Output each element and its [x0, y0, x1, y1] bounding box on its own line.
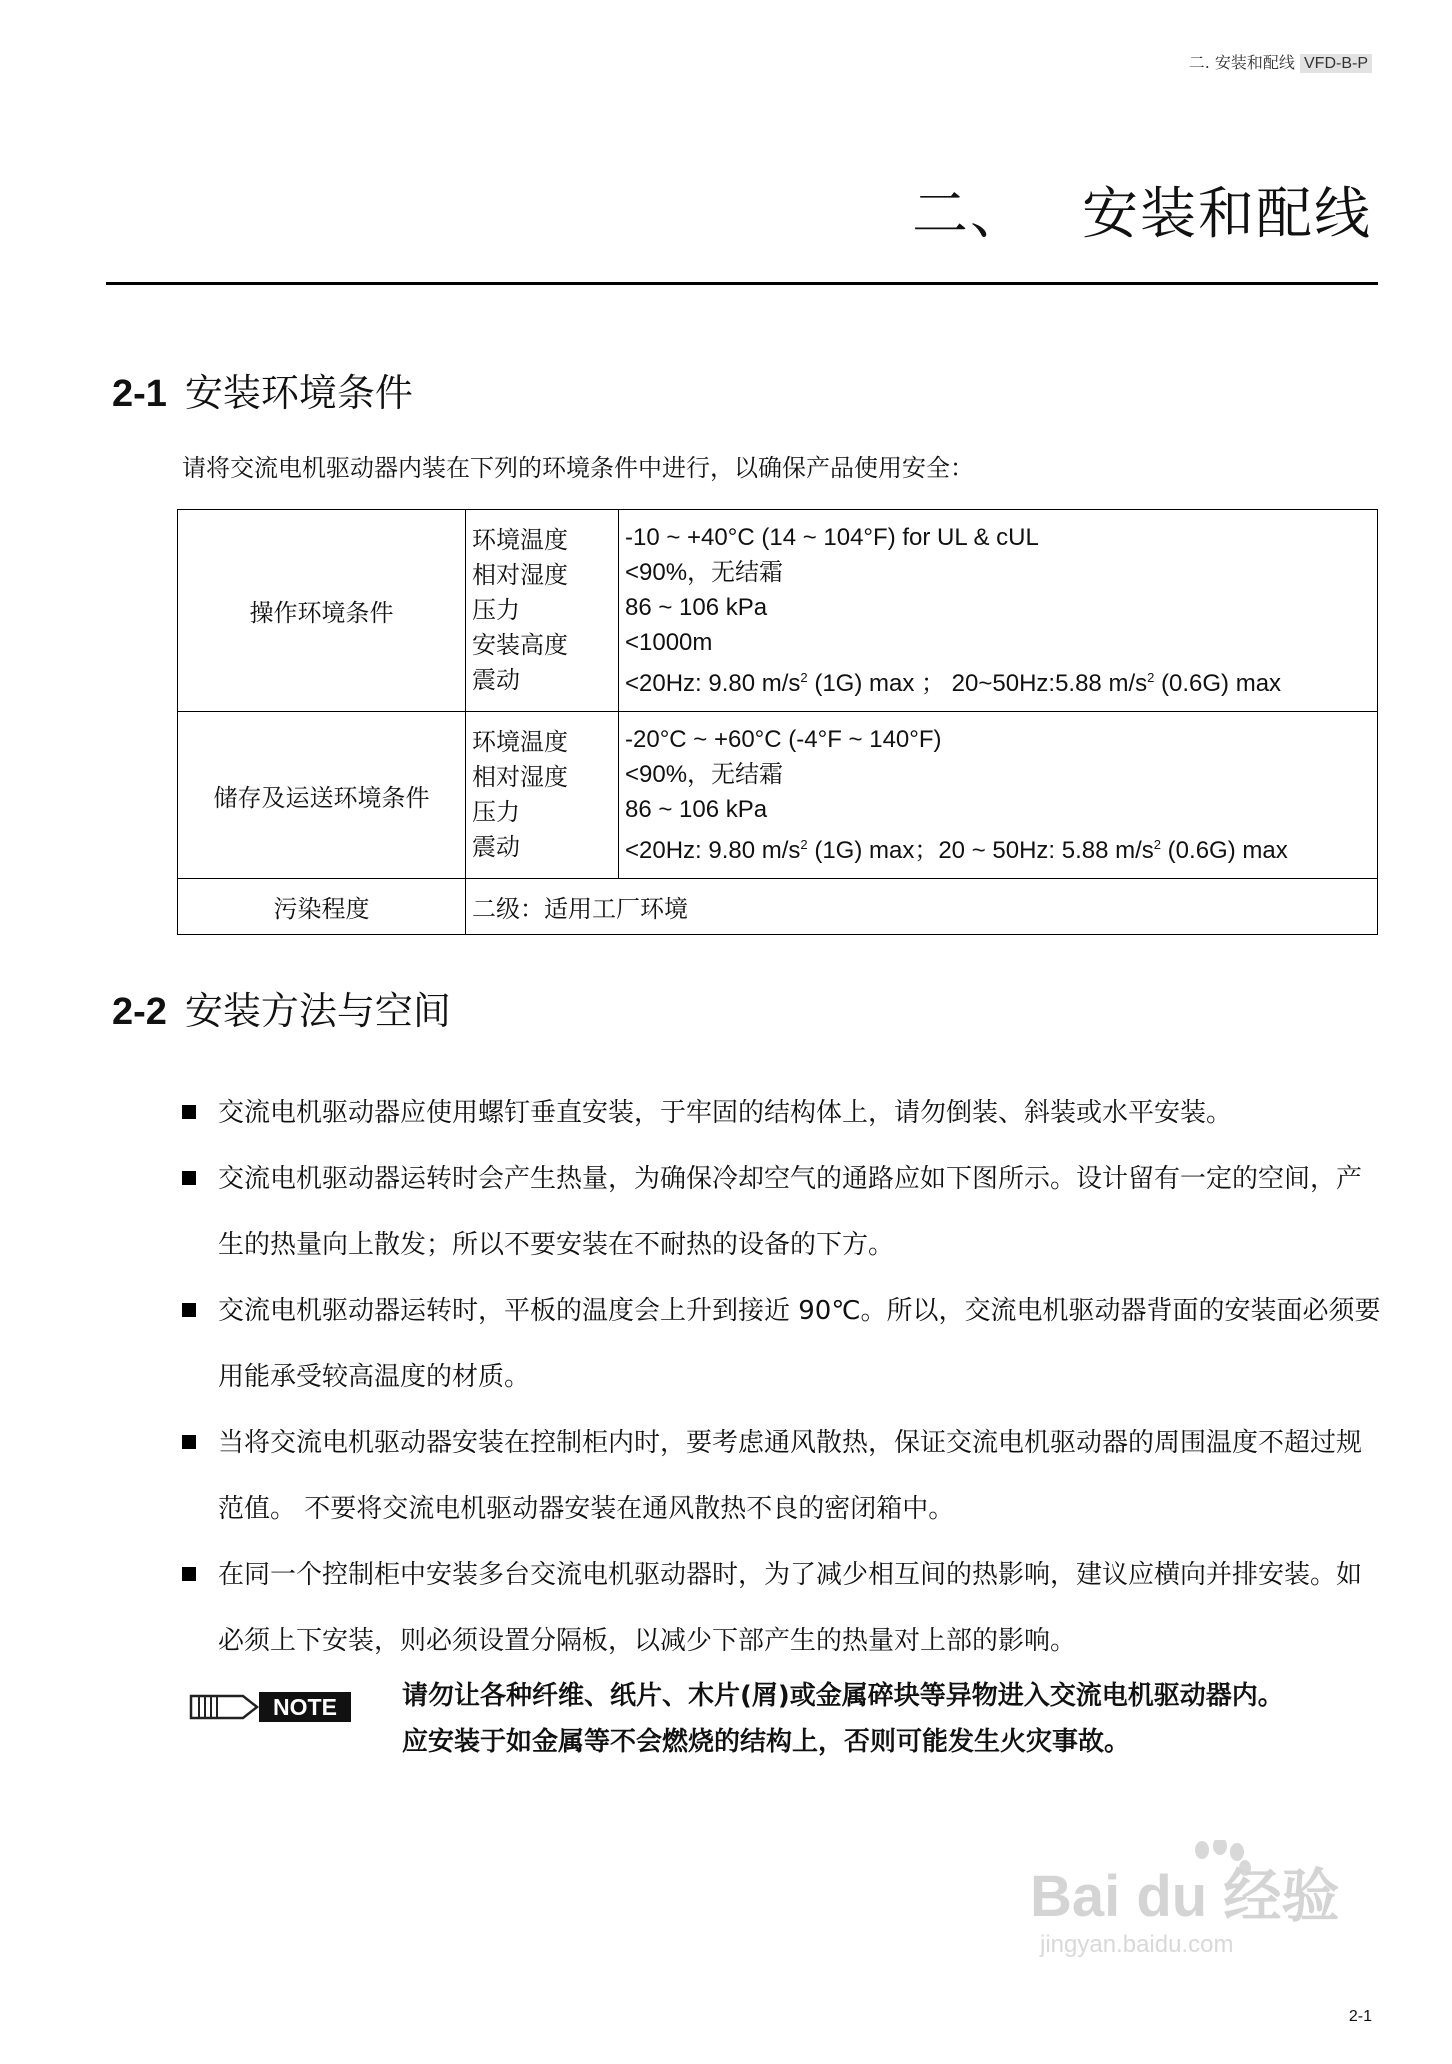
- chapter-title-text: 安装和配线: [1082, 182, 1372, 247]
- list-item-text: 交流电机驱动器应使用螺钉垂直安装，于牢固的结构体上，请勿倒装、斜装或水平安装。: [218, 1098, 1233, 1128]
- humidity-value: <90%，无结霜: [625, 559, 784, 586]
- param-label: 压力: [472, 798, 520, 826]
- chapter-number: 二、: [912, 182, 1028, 247]
- temperature-value: -20°C ~ +60°C (-4°F ~ 140°F): [625, 726, 942, 753]
- list-item: [182, 1278, 1382, 1410]
- square-bullet-icon: [182, 1171, 196, 1185]
- section-heading-2-2: [112, 980, 451, 1035]
- category-cell: 污染程度: [178, 879, 466, 935]
- vibration-text: <20Hz: 9.80 m/s: [625, 670, 801, 697]
- list-item-text: 交流电机驱动器运转时会产生热量，为确保冷却空气的通路应如下图所示。设计留有一定的空间，产生的热量向上散发；所以不要安装在不耐热的设备的下方。: [218, 1164, 1363, 1260]
- table-row-operation: [178, 510, 1378, 712]
- param-cell: [466, 510, 619, 712]
- vibration-text: (1G) max；20 ~ 50Hz: 5.88 m/s: [807, 837, 1154, 864]
- note-line: 应安装于如金属等不会燃烧的结构上，否则可能发生火灾事故。: [402, 1727, 1131, 1757]
- note-text: [402, 1673, 1284, 1765]
- vibration-text: (0.6G) max: [1154, 670, 1282, 697]
- note-pencil-icon: [187, 1688, 353, 1726]
- humidity-value: <90%，无结霜: [625, 761, 784, 788]
- section-number: 2-2: [112, 991, 167, 1033]
- intro-text: 请将交流电机驱动器内装在下列的环境条件中进行，以确保产品使用安全：: [182, 454, 974, 482]
- value-cell: [619, 510, 1378, 712]
- square-bullet-icon: [182, 1303, 196, 1317]
- list-item: [182, 1542, 1382, 1674]
- page-number: 2-1: [1348, 2008, 1372, 2025]
- note-badge: NOTE: [273, 1694, 337, 1720]
- superscript: 2: [800, 670, 808, 685]
- superscript: 2: [800, 837, 808, 852]
- superscript: 2: [1147, 670, 1155, 685]
- param-label: 震动: [472, 666, 520, 694]
- list-item: [182, 1410, 1382, 1542]
- vibration-text: (1G) max ； 20~50Hz:5.88 m/s: [807, 670, 1148, 697]
- running-title: 二. 安装和配线: [1188, 53, 1295, 72]
- param-label: 震动: [472, 833, 520, 861]
- param-label: 环境温度: [472, 526, 568, 554]
- param-cell: [466, 712, 619, 879]
- list-item-text: 交流电机驱动器运转时，平板的温度会上升到接近 90℃。所以，交流电机驱动器背面的安装面必须要用能承受较高温度的材质。: [218, 1296, 1381, 1392]
- temperature-value: -10 ~ +40°C (14 ~ 104°F) for UL & cUL: [625, 524, 1039, 551]
- pollution-value: 二级：适用工厂环境: [466, 879, 1378, 935]
- altitude-value: <1000m: [625, 629, 713, 656]
- running-header: [972, 50, 1372, 73]
- chapter-title: [472, 170, 1372, 250]
- list-item-text: 在同一个控制柜中安装多台交流电机驱动器时，为了减少相互间的热影响，建议应横向并排安装。如必须上下安装，则必须设置分隔板，以减少下部产生的热量对上部的影响。: [218, 1560, 1363, 1656]
- watermark-url: jingyan.baidu.com: [1040, 1931, 1234, 1958]
- square-bullet-icon: [182, 1567, 196, 1581]
- note-line: 请勿让各种纤维、纸片、木片(屑)或金属碎块等异物进入交流电机驱动器内。: [402, 1681, 1284, 1711]
- square-bullet-icon: [182, 1435, 196, 1449]
- section-heading-2-1: [112, 362, 413, 417]
- category-cell: 操作环境条件: [178, 510, 466, 712]
- title-rule: [106, 282, 1378, 285]
- table-row-storage: [178, 712, 1378, 879]
- baidu-watermark-logo: [1030, 1840, 1360, 1960]
- installation-guidelines-list: [182, 1080, 1382, 1674]
- param-label: 环境温度: [472, 728, 568, 756]
- superscript: 2: [1153, 837, 1162, 852]
- section-title: 安装环境条件: [184, 371, 413, 415]
- list-item: [182, 1080, 1382, 1146]
- param-label: 相对湿度: [472, 561, 568, 589]
- param-label: 安装高度: [472, 631, 568, 659]
- param-label: 相对湿度: [472, 763, 568, 791]
- table-row-pollution: [178, 879, 1378, 935]
- pressure-value: 86 ~ 106 kPa: [625, 594, 768, 621]
- vibration-value: [625, 827, 1371, 868]
- value-cell: [619, 712, 1378, 879]
- vibration-text: (0.6G) max: [1161, 837, 1288, 864]
- section-title: 安装方法与空间: [184, 989, 451, 1033]
- model-label: VFD-B-P: [1300, 54, 1372, 73]
- section-number: 2-1: [112, 373, 167, 415]
- param-label: 压力: [472, 596, 520, 624]
- list-item: [182, 1146, 1382, 1278]
- list-item-text: 当将交流电机驱动器安装在控制柜内时，要考虑通风散热，保证交流电机驱动器的周围温度不超过规范值。 不要将交流电机驱动器安装在通风散热不良的密闭箱中。: [218, 1428, 1363, 1524]
- category-cell: 储存及运送环境条件: [178, 712, 466, 879]
- pressure-value: 86 ~ 106 kPa: [625, 796, 768, 823]
- vibration-text: <20Hz: 9.80 m/s: [625, 837, 801, 864]
- watermark-brand: Bai du 经验: [1030, 1864, 1340, 1929]
- environment-table: [177, 509, 1378, 935]
- square-bullet-icon: [182, 1105, 196, 1119]
- vibration-value: [625, 660, 1371, 701]
